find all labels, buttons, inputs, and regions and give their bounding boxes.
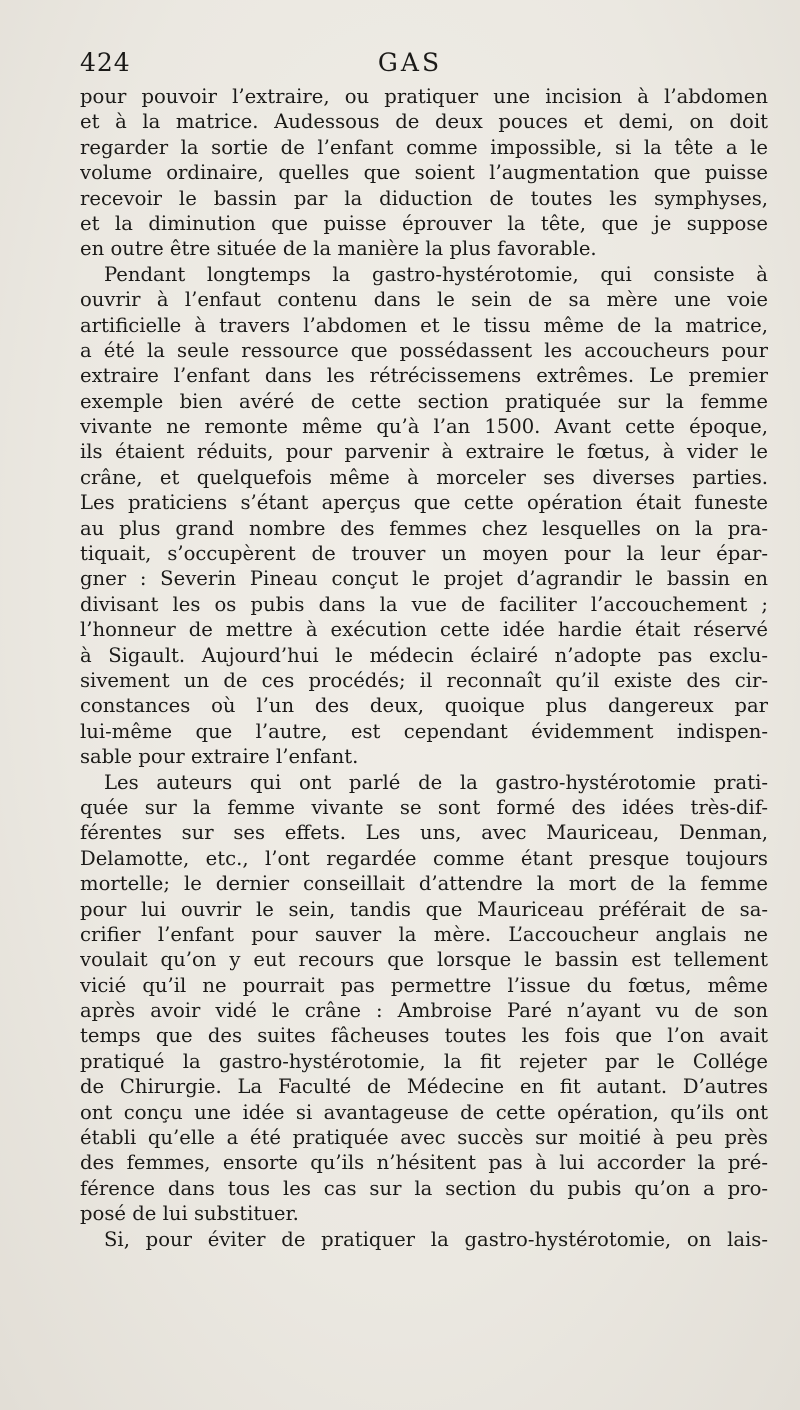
page-header	[80, 48, 740, 84]
text-line: de Chirurgie. La Faculté de Médecine en fit autant. D’autres	[80, 1075, 768, 1099]
text-line: tiquait, s’occupèrent de trouver un moyen pour la leur épar-	[80, 542, 768, 566]
text-line: vicié qu’il ne pourrait pas permettre l’issue du fœtus, même	[80, 973, 768, 997]
text-line: a été la seule ressource que possédassent les accoucheurs pour	[80, 338, 768, 362]
text-line: sable pour extraire l’enfant.	[80, 745, 359, 769]
text-line: l’honneur de mettre à exécution cette idée hardie était réservé	[80, 618, 768, 642]
running-head: GAS	[377, 48, 443, 77]
text-line: vivante ne remonte même qu’à l’an 1500. Avant cette époque,	[80, 415, 768, 439]
text-line: des femmes, ensorte qu’ils n’hésitent pas à lui accorder la pré-	[80, 1151, 768, 1175]
page-number: 424	[80, 48, 131, 77]
text-line: après avoir vidé le crâne : Ambroise Paré n’ayant vu de son	[80, 999, 768, 1023]
text-line: artificielle à travers l’abdomen et le tissu même de la matrice,	[80, 313, 768, 337]
text-line: gner : Severin Pineau conçut le projet d’agrandir le bassin en	[80, 567, 768, 591]
text-line: crifier l’enfant pour sauver la mère. L’accoucheur anglais ne	[80, 922, 768, 946]
text-line: à Sigault. Aujourd’hui le médecin éclairé n’adopte pas exclu-	[80, 643, 768, 667]
text-line: exemple bien avéré de cette section pratiquée sur la femme	[80, 389, 768, 413]
text-line: crâne, et quelquefois même à morceler ses diverses parties.	[80, 465, 768, 489]
text-line: Si, pour éviter de pratiquer la gastro-hystérotomie, on lais-	[104, 1227, 768, 1251]
text-line: posé de lui substituer.	[80, 1202, 299, 1226]
text-line: Delamotte, etc., l’ont regardée comme étant presque toujours	[80, 846, 768, 870]
text-line: mortelle; le dernier conseillait d’attendre la mort de la femme	[80, 872, 768, 896]
text-line: pratiqué la gastro-hystérotomie, la fit rejeter par le Collége	[80, 1049, 768, 1073]
text-line: ouvrir à l’enfaut contenu dans le sein de sa mère une voie	[80, 288, 768, 312]
text-line: pour pouvoir l’extraire, ou pratiquer une incision à l’abdomen	[80, 85, 768, 108]
text-line: recevoir le bassin par la diduction de toutes les symphyses,	[80, 186, 768, 210]
text-line: temps que des suites fâcheuses toutes les fois que l’on avait	[80, 1024, 768, 1048]
body-text	[80, 84, 768, 1252]
text-line: voulait qu’on y eut recours que lorsque le bassin est tellement	[80, 948, 768, 972]
text-line: extraire l’enfant dans les rétrécissemens extrêmes. Le premier	[80, 364, 768, 388]
text-line: quée sur la femme vivante se sont formé des idées très-dif-	[80, 795, 768, 819]
text-line: établi qu’elle a été pratiquée avec succès sur moitié à peu près	[80, 1126, 768, 1150]
text-line: sivement un de ces procédés; il reconnaît qu’il existe des cir-	[80, 668, 768, 692]
text-line: ont conçu une idée si avantageuse de cette opération, qu’ils ont	[80, 1100, 768, 1124]
text-line: férence dans tous les cas sur la section du pubis qu’on a pro-	[80, 1176, 768, 1200]
text-line: en outre être située de la manière la plus favorable.	[80, 237, 597, 261]
text-line: constances où l’un des deux, quoique plus dangereux par	[80, 694, 768, 718]
text-line: regarder la sortie de l’enfant comme impossible, si la tête a le	[80, 135, 768, 159]
text-line: Les auteurs qui ont parlé de la gastro-hystérotomie prati-	[104, 770, 768, 794]
text-line: divisant les os pubis dans la vue de faciliter l’accouchement ;	[80, 592, 768, 616]
text-line: Les praticiens s’étant aperçus que cette opération était funeste	[80, 491, 768, 515]
text-line: et la diminution que puisse éprouver la tête, que je suppose	[80, 211, 768, 235]
text-line: Pendant longtemps la gastro-hystérotomie, qui consiste à	[104, 262, 768, 286]
text-line: volume ordinaire, quelles que soient l’augmentation que puisse	[80, 161, 768, 185]
text-line: lui-même que l’autre, est cependant évidemment indispen-	[80, 719, 768, 743]
text-line: pour lui ouvrir le sein, tandis que Mauriceau préférait de sa-	[80, 897, 768, 921]
text-line: férentes sur ses effets. Les uns, avec Mauriceau, Denman,	[80, 821, 768, 845]
text-line: ils étaient réduits, pour parvenir à extraire le fœtus, à vider le	[80, 440, 768, 464]
text-line: et à la matrice. Audessous de deux pouces et demi, on doit	[80, 110, 768, 134]
text-line: au plus grand nombre des femmes chez lesquelles on la pra-	[80, 516, 768, 540]
